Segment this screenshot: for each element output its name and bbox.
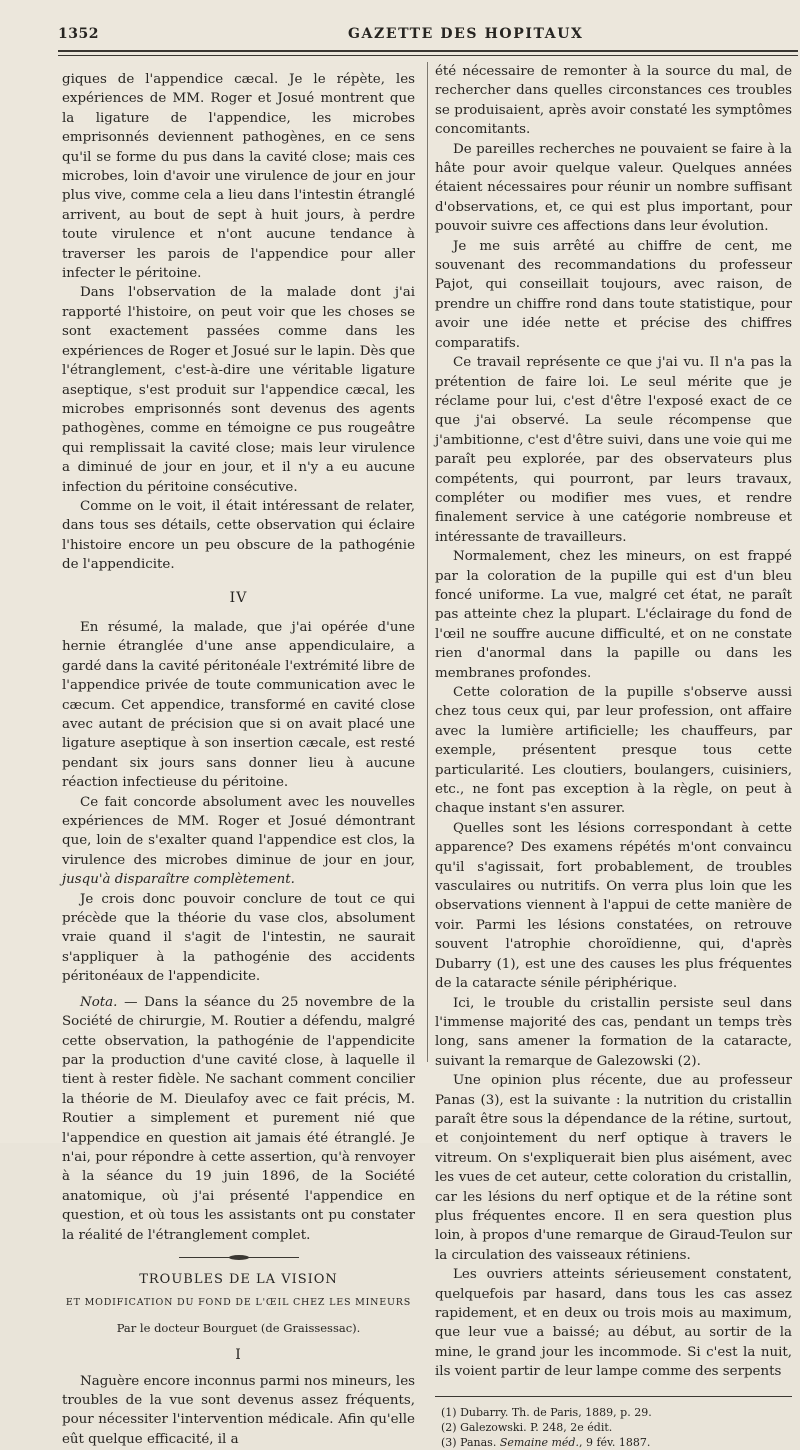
nota-text: — Dans la séance du 25 novembre de la Société de chirurgie, M. Routier a défendu, malgré cette observation, la pathogénie de l'appendicite par la production d'une cavité close, à laquelle il tient à rester fidèle. Ne sachant comment concilier la théorie de M. Dieulafoy avec ce fait précis, M. Routier a simplement et purement nié que l'appendice en question ait jamais été étranglé. Je n'ai, pour répondre à cette assertion, qu'à renvoyer à la séance du 19 juin 1896, de la Société anatomique, où j'ai présenté l'appendice en question, et où tous les assistants ont pu constater la réalité de l'étranglement complet. [62,994,415,1243]
left-column [62,70,415,1449]
header-rule-thin [58,55,798,56]
paragraph-text: Ce fait concorde absolument avec les nouvelles expériences de MM. Roger et Josué démontrant que, loin de s'exalter quand l'appendice est clos, la virulence des microbes diminue de jour en jour, [62,794,415,868]
page-number: 1352 [58,26,99,42]
paragraph: été nécessaire de remonter à la source du mal, de rechercher dans quelles circonstances ces troubles se produisaient, après avoir constaté les symptômes concomitants. [435,64,792,138]
paragraph [62,793,415,890]
paragraph: giques de l'appendice cæcal. Je le répète, les expériences de MM. Roger et Josué montrent que la ligature de l'appendice, les microbes emprisonnés deviennent pathogènes, en ce sens qu'il se forme du pus dans la cavité close; mais ces microbes, loin d'avoir une virulence de jour en jour plus vive, comme cela a lieu dans l'intestin étranglé arrivent, au bout de sept à huit jours, à perdre toute virulence et n'ont aucune tendance à traverser les parois de l'appendice pour aller infecter le péritoine. [62,72,415,282]
section-heading-i: I [235,1347,242,1364]
header-rule-thick [58,50,798,52]
paragraph: Une opinion plus récente, due au professeur Panas (3), est la suivante : la nutrition du cristallin paraît être sous la dépendance de la rétine, surtout, et conjointement du nerf optique à travers le vitreum. On s'expliquerait bien plus aisément, avec les vues de cet auteur, cette coloration du cristallin, car les lésions du nerf optique et de la rétine sont plus fréquentes encore. Il en sera question plus loin, à propos d'une remarque de Giraud-Teulon sur la circulation des vaisseaux rétiniens. [435,1073,792,1263]
footnote-italic-text: Semaine méd. [499,1435,579,1449]
nota-paragraph [62,993,415,1245]
paragraph: Cette coloration de la pupille s'observe aussi chez tous ceux qui, par leur profession, ont affaire avec la lumière artificielle; les chauffeurs, par exemple, présentent presque tous cette particularité. Les cloutiers, boulangers, cuisiniers, etc., ne font pas exception à la règle, on peut à chaque instant s'en assurer. [435,685,792,817]
journal-title: GAZETTE DES HOPITAUX [348,26,584,42]
article-author: Par le docteur Bourguet (de Graissessac). [116,1320,361,1335]
paragraph: Ce travail représente ce que j'ai vu. Il n'a pas la prétention de faire loi. Le seul mérite que je réclame pour lui, c'est d'être l'exposé exact de ce que j'ai observé. La seule récompense que j'ambitionne, c'est d'être suivi, dans une voie qui me paraît peu explorée, par des observateurs plus compétents, qui pourront, par leurs travaux, compléter ou modifier mes vues, et rendre finalement service à une catégorie nombreuse et intéressante de travailleurs. [435,355,792,545]
paragraph-italic-text: jusqu'à disparaître complètement. [62,872,295,888]
page-header [58,26,798,46]
paragraph: Comme on le voit, il était intéressant de relater, dans tous ses détails, cette observation qui éclaire l'histoire encore un peu obscure de la pathogénie de l'appendicite. [62,498,415,573]
paragraph: Les ouvriers atteints sérieusement constatent, quelquefois par hasard, dans tous les cas assez rapidement, et en deux ou trois mois au maximum, que leur vue a baissé; au début, au sortir de la mine, le grand jour les incommode. Si c'est la nuit, ils voient partir de leur lampe comme des serpents [435,1267,792,1380]
footnote [435,1435,792,1450]
paragraph: En résumé, la malade, que j'ai opérée d'une hernie étranglée d'une anse appendiculaire, a gardé dans la cavité péritonéale l'extrémité libre de l'appendice privée de toute communication avec le cæcum. Cet appendice, transformé en cavité close avec autant de précision que si on avait placé une ligature aseptique à son insertion cæcale, est resté pendant six jours sans donner lieu à aucune réaction infectieuse du péritoine. [62,619,415,791]
paragraph: Je crois donc pouvoir conclure de tout ce qui précède que la théorie du vase clos, absolument vraie quand il s'agit de l'intestin, ne saurait s'appliquer à la pathogénie des accidents péritonéaux de l'appendicite. [62,891,415,985]
footnote-text: , 9 fév. 1887. [578,1435,651,1449]
section-heading-iv: IV [229,589,248,606]
article-separator [179,1257,299,1258]
paragraph: Normalement, chez les mineurs, on est frappé par la coloration de la pupille qui est d'un bleu foncé uniforme. La vue, malgré cet état, ne paraît pas atteinte chez la plupart. L'éclairage du fond de l'œil ne souffre aucune difficulté, et on ne constate rien d'anormal dans la papille ou dans les membranes profondes. [435,549,792,681]
article-title: TROUBLES DE LA VISION [139,1271,338,1287]
article-subtitle: ET MODIFICATION DU FOND DE L'ŒIL CHEZ LES MINEURS [65,1297,412,1309]
footnote-rule [435,1396,792,1397]
paragraph: Quelles sont les lésions correspondant à cette apparence? Des examens répétés m'ont convaincu qu'il s'agissait, fort probablement, de troubles vasculaires ou nutritifs. On verra plus loin que les observations viennent à l'appui de cette manière de voir. Parmi les lésions constatées, on retrouve souvent l'atrophie choroïdienne, qui, d'après Dubarry (1), est une des causes les plus fréquentes de la cataracte sénile périphérique. [435,820,792,992]
footnote: (1) Dubarry. Th. de Paris, 1889, p. 29. [441,1405,652,1419]
column-divider [427,62,428,1062]
right-column [435,62,792,1450]
paragraph: Ici, le trouble du cristallin persiste seul dans l'immense majorité des cas, pendant un temps très long, sans amener la formation de la cataracte, suivant la remarque de Galezowski (2). [435,995,792,1069]
footnote-text: (3) Panas. [441,1435,500,1449]
paragraph: De pareilles recherches ne pouvaient se faire à la hâte pour avoir quelque valeur. Quelques années étaient nécessaires pour réunir un nombre suffisant d'observations, et, ce qui est plus important, pour pouvoir suivre ces affections dans leur évolution. [435,141,792,235]
paragraph: Dans l'observation de la malade dont j'ai rapporté l'histoire, on peut voir que les choses se sont exactement passées comme dans les expériences de Roger et Josué sur le lapin. Dès que l'étranglement, c'est-à-dire une véritable ligature aseptique, s'est produit sur l'appendice cæcal, les microbes emprisonnés sont devenus des agents pathogènes, comme en témoigne ce pus rougeâtre qui remplissait la cavité close; mais leur virulence a diminué de jour en jour, et il n'y a eu aucune infection du péritoine consécutive. [62,285,415,495]
paragraph: Je me suis arrêté au chiffre de cent, me souvenant des recommandations du professeur Pajot, qui conseillait toujours, avec raison, de prendre un chiffre rond dans toute statistique, pour avoir une idée nette et précise des chiffres comparatifs. [435,238,792,351]
nota-label: Nota. [80,994,118,1010]
paragraph: Naguère encore inconnus parmi nos mineurs, les troubles de la vue sont devenus assez fréquents, pour nécessiter l'intervention médicale. Afin qu'elle eût quelque efficacité, il a [62,1373,415,1447]
footnote: (2) Galezowski. P. 248, 2e édit. [441,1420,613,1434]
